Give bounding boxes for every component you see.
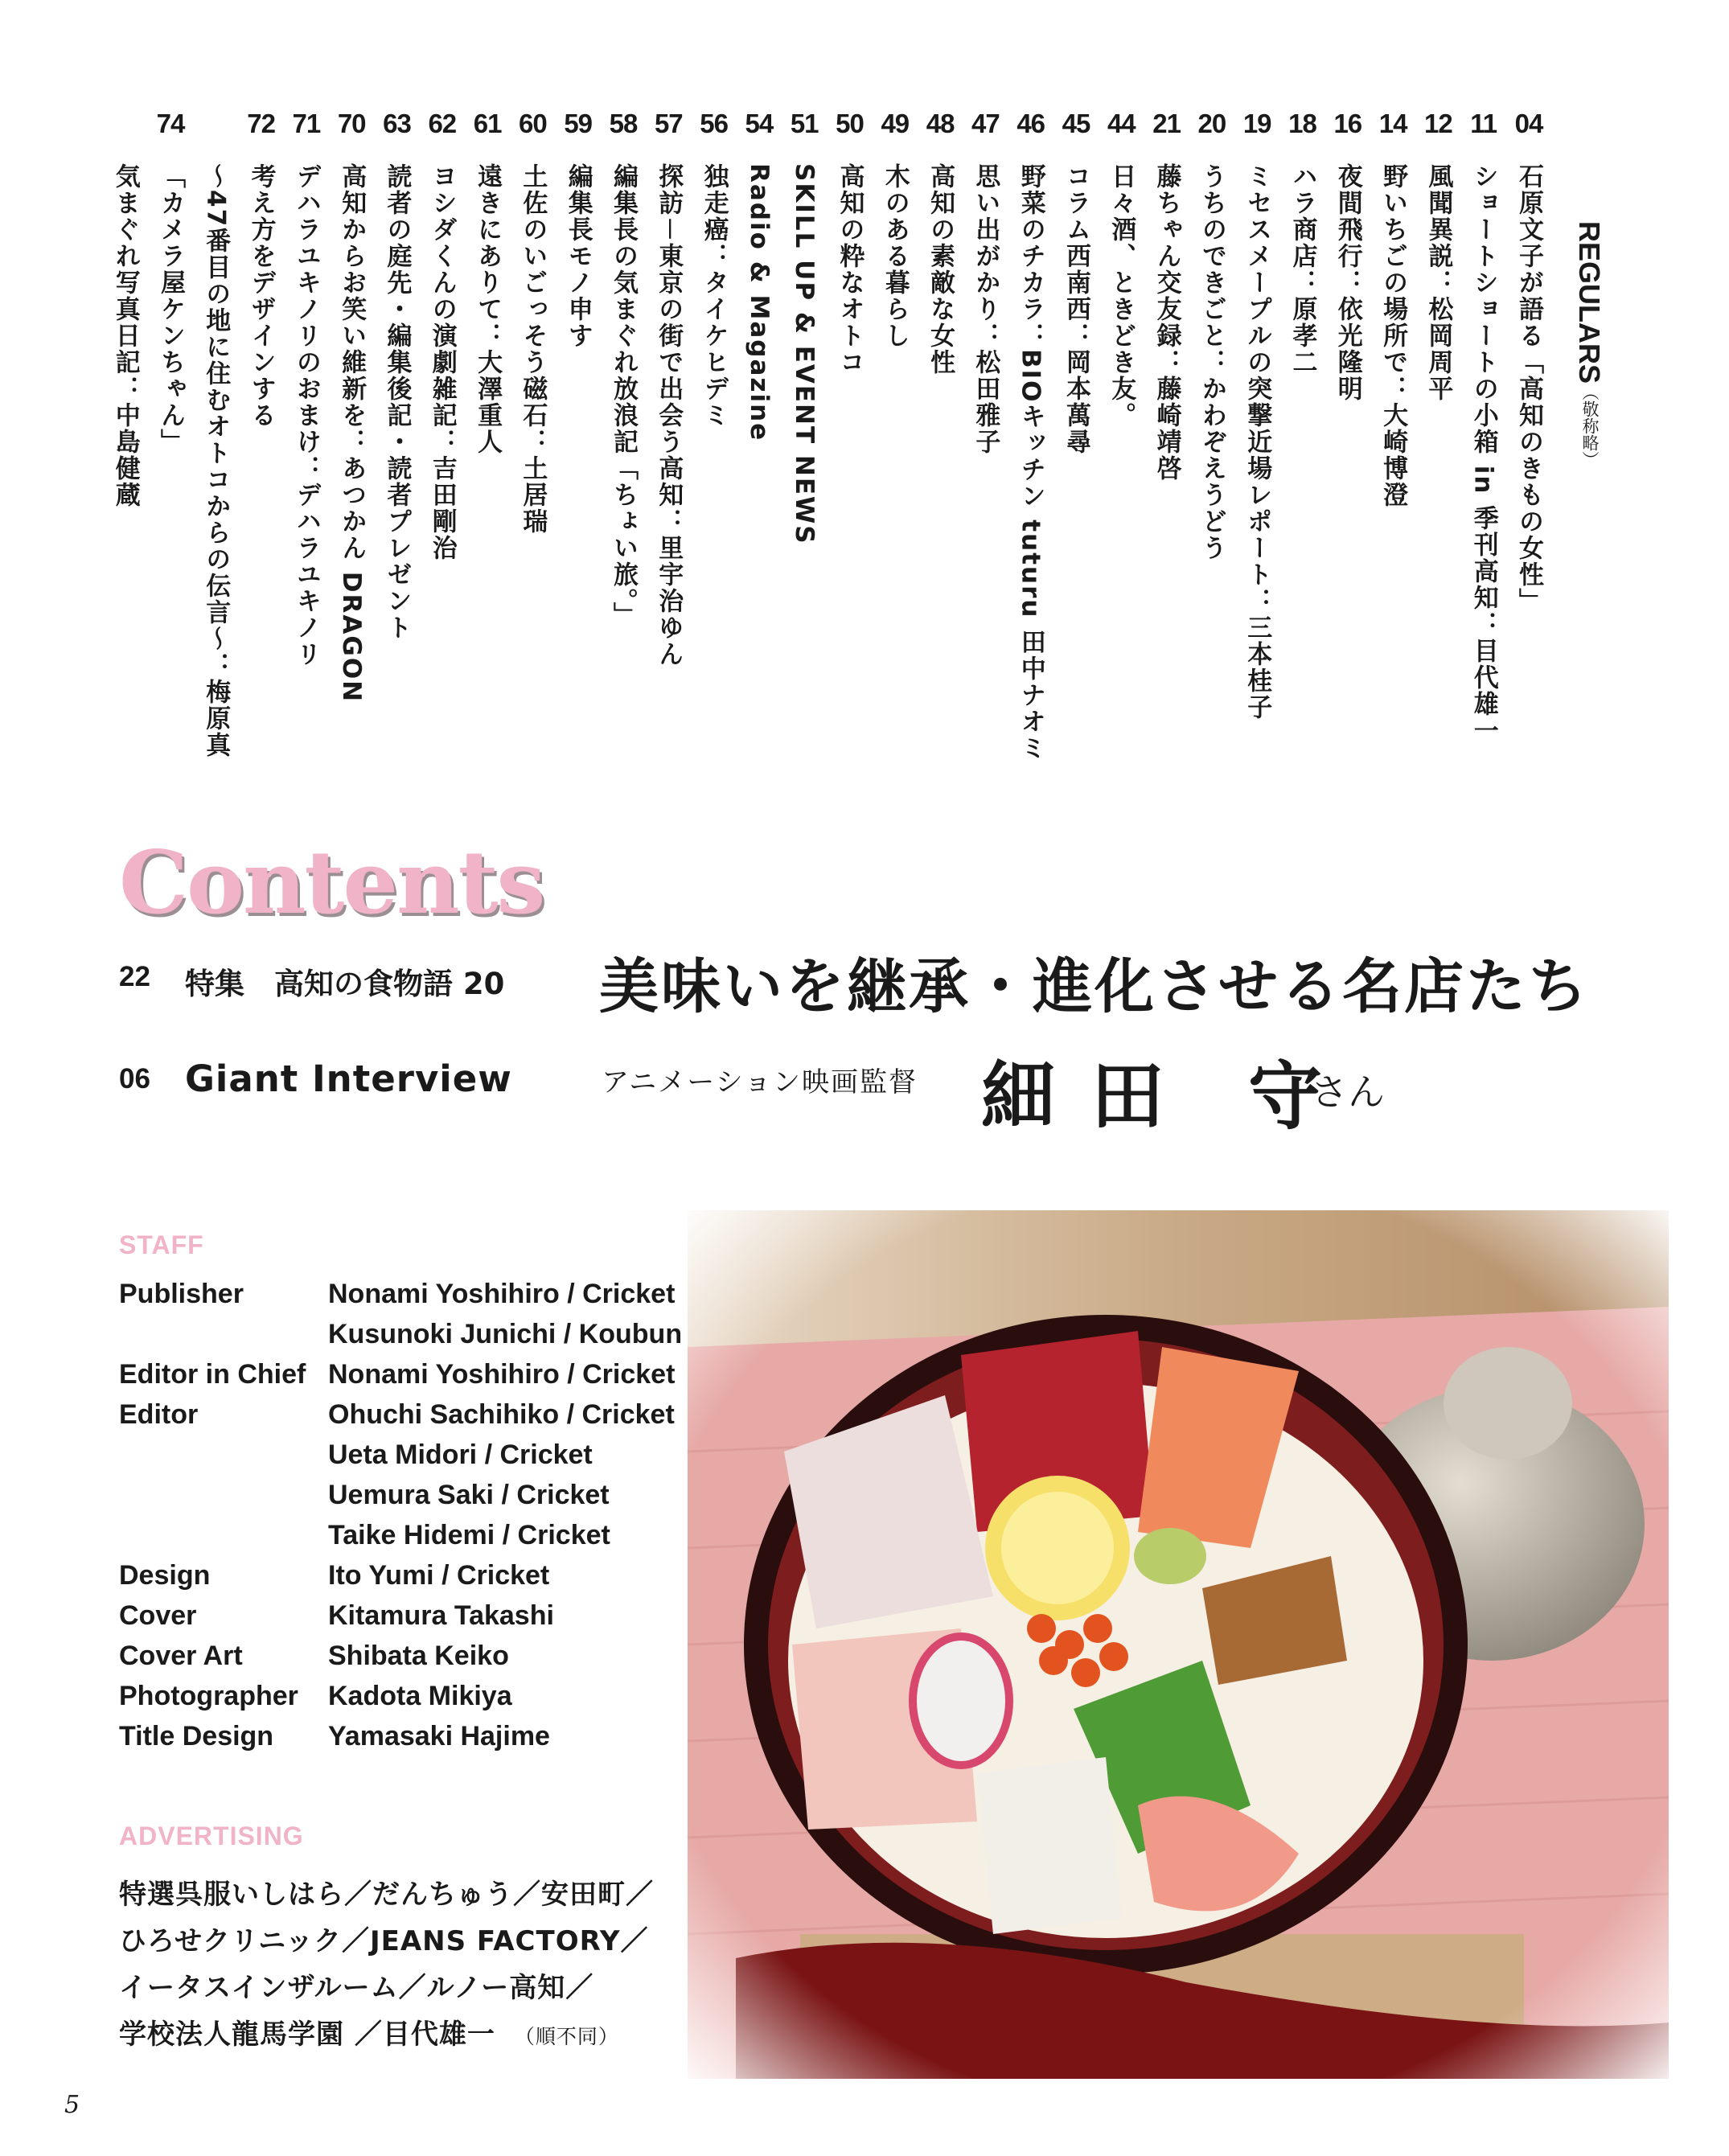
- contents-heading: Contents: [119, 832, 544, 934]
- staff-name: Ueta Midori / Cricket: [328, 1439, 593, 1470]
- page-number: 5: [64, 2091, 80, 2119]
- regulars-item-page: 14: [1378, 109, 1407, 138]
- interview-name: 細 田 守: [981, 1053, 1328, 1140]
- regulars-item-title: 気まぐれ写真日記：中島健蔵: [110, 163, 140, 508]
- staff-name: Uemura Saki / Cricket: [328, 1480, 610, 1510]
- regulars-item-title: 木のある暮らし: [880, 163, 910, 349]
- advertising-note: （順不同）: [514, 2025, 619, 2048]
- regulars-item-page: 12: [1424, 109, 1452, 138]
- regulars-item-page: 74: [156, 109, 185, 138]
- regulars-item-title: Radio & Magazine: [744, 163, 774, 442]
- regulars-item-page: 59: [564, 109, 593, 138]
- regulars-item-page: 47: [971, 109, 1000, 138]
- regulars-item-page: 72: [247, 109, 275, 138]
- feature-page-number: 22: [119, 961, 150, 992]
- advertising-heading: ADVERTISING: [119, 1821, 304, 1850]
- regulars-item-title: 高知からお笑い維新を：あつかん DRAGON: [337, 163, 367, 704]
- staff-role: Photographer: [119, 1681, 298, 1711]
- regulars-item-page: 54: [745, 109, 774, 138]
- regulars-item-page: 04: [1514, 109, 1543, 138]
- advertising-line-text: イータスインザルーム／ルノー高知／: [119, 1972, 594, 2004]
- regulars-item-title: 夜間飛行：依光隆明: [1333, 163, 1362, 402]
- regulars-toc: [0, 109, 1729, 848]
- regulars-item-title: 「カメラ屋ケンちゃん」: [156, 163, 185, 455]
- regulars-item-page: 44: [1107, 109, 1136, 138]
- regulars-item-page: 50: [836, 109, 864, 138]
- regulars-item-title: 藤ちゃん交友録：藤崎靖啓: [1152, 163, 1181, 482]
- staff-role: Publisher: [119, 1279, 244, 1309]
- regulars-item-page: 46: [1016, 109, 1045, 138]
- regulars-item-title: 独走癌：タイケヒデミ: [699, 163, 729, 429]
- regulars-item-page: 20: [1197, 109, 1226, 138]
- kaisendon-photo: [688, 1210, 1669, 2079]
- regulars-item-title: デハラユキノリのおまけ：デハラユキノリ: [291, 163, 321, 667]
- regulars-item-title: 高知の粋なオトコ: [835, 163, 864, 376]
- advertising-line-text: 特選呉服いしはら／だんちゅう／安田町／: [119, 1879, 654, 1911]
- staff-name: Kitamura Takashi: [328, 1600, 554, 1631]
- staff-name: Kusunoki Junichi / Koubun: [328, 1319, 683, 1349]
- staff-heading: STAFF: [119, 1230, 204, 1259]
- regulars-item-title: 野菜のチカラ：BIOキッチン tuturu 田中ナオミ: [1016, 163, 1045, 762]
- regulars-item-page: 62: [428, 109, 457, 138]
- regulars-item-title: ～47番目の地に住むオトコからの伝言～：梅原真: [201, 163, 231, 759]
- regulars-item-title: 編集長モノ申す: [563, 163, 593, 349]
- regulars-item-page: 63: [383, 109, 411, 138]
- staff-name: Yamasaki Hajime: [328, 1721, 550, 1751]
- staff-role: Title Design: [119, 1721, 274, 1751]
- regulars-item-title: 日々酒、ときどき友。: [1107, 163, 1136, 429]
- regulars-item-page: 58: [609, 109, 638, 138]
- regulars-item-page: 21: [1152, 109, 1181, 138]
- interview-page-number: 06: [119, 1063, 150, 1094]
- advertising-line-text: ひろせクリニック／JEANS FACTORY／: [119, 1925, 649, 1957]
- regulars-item-page: 18: [1288, 109, 1316, 138]
- interview-role: アニメーション映画監督: [602, 1066, 918, 1099]
- staff-name: Nonami Yoshihiro / Cricket: [328, 1359, 676, 1390]
- regulars-item-title: ハラ商店：原孝二: [1288, 163, 1317, 376]
- regulars-item-title: コラム西南西：岡本萬尋: [1062, 163, 1090, 455]
- regulars-item-page: 45: [1062, 109, 1090, 138]
- feature-headline: 美味いを継承・進化させる名店たち: [599, 952, 1590, 1021]
- regulars-item-page: 48: [926, 109, 955, 138]
- staff-name: Kadota Mikiya: [328, 1681, 512, 1711]
- regulars-item-title: SKILL UP & EVENT NEWS: [790, 163, 819, 545]
- staff-name: Shibata Keiko: [328, 1641, 509, 1671]
- advertising-line: [119, 1919, 649, 1958]
- regulars-item-title: うちのできごと：かわぞえうどう: [1197, 163, 1226, 561]
- feature-label: 特集 高知の食物語 20: [185, 967, 505, 1001]
- advertising-line: [119, 1872, 654, 1912]
- regulars-item-title: 編集長の気まぐれ放浪記「ちょい旅。」: [609, 163, 638, 629]
- regulars-item-page: 70: [337, 109, 366, 138]
- regulars-item-title: 野いちごの場所で：大崎博澄: [1378, 163, 1408, 508]
- regulars-item-title: 読者の庭先・編集後記・読者プレゼント: [382, 163, 412, 641]
- interview-honorific: さん: [1311, 1070, 1385, 1114]
- advertising-line: [119, 1965, 593, 2005]
- staff-role: Editor: [119, 1399, 199, 1430]
- staff-role: Cover Art: [119, 1641, 243, 1671]
- regulars-item-page: 61: [473, 109, 502, 138]
- regulars-item-page: 71: [292, 109, 321, 138]
- regulars-item-page: 19: [1242, 109, 1271, 138]
- staff-role: Editor in Chief: [119, 1359, 306, 1390]
- regulars-item-page: 11: [1470, 109, 1497, 138]
- regulars-item-title: 土佐のいごっそう磁石：土居瑞: [518, 163, 548, 535]
- staff-name: Nonami Yoshihiro / Cricket: [328, 1279, 676, 1309]
- staff-role: Cover: [119, 1600, 197, 1631]
- advertising-line: [119, 2012, 619, 2051]
- regulars-item-title: ヨシダくんの演劇雑記：吉田剛治: [427, 163, 457, 561]
- staff-name: Taike Hidemi / Cricket: [328, 1520, 610, 1550]
- regulars-item-title: 考え方をデザインする: [246, 163, 276, 429]
- interview-label: Giant Interview: [185, 1057, 512, 1100]
- regulars-item-page: 60: [519, 109, 547, 138]
- regulars-item-title: 風聞異説：松岡周平: [1423, 163, 1453, 402]
- regulars-item-page: 51: [790, 109, 819, 138]
- regulars-item-title: 思い出がかり：松田雅子: [971, 163, 1000, 455]
- regulars-item-title: 高知の素敵な女性: [926, 163, 955, 376]
- regulars-item-page: 57: [654, 109, 683, 138]
- regulars-item-title: 探訪－東京の街で出会う高知：里宇治ゆん: [654, 163, 684, 667]
- staff-name: Ito Yumi / Cricket: [328, 1560, 550, 1591]
- regulars-item-title: 石原文子が語る「高知のきもの女性」: [1514, 163, 1543, 614]
- regulars-item-title: ミセスメープルの突撃近場レポート：三本桂子: [1242, 163, 1272, 721]
- staff-name: Ohuchi Sachihiko / Cricket: [328, 1399, 675, 1430]
- regulars-item-page: 49: [881, 109, 910, 138]
- regulars-item-page: 56: [700, 109, 728, 138]
- advertising-line-text: 学校法人龍馬学園 ／目代雄一: [119, 2018, 495, 2051]
- regulars-label: REGULARS（敬称略）: [1573, 221, 1606, 469]
- staff-role: Design: [119, 1560, 211, 1591]
- regulars-item-title: 遠きにありて：大澤重人: [473, 163, 503, 455]
- regulars-item-page: 16: [1333, 109, 1362, 138]
- regulars-item-title: ショートショートの小箱 in 季刊高知：目代雄一: [1468, 163, 1498, 745]
